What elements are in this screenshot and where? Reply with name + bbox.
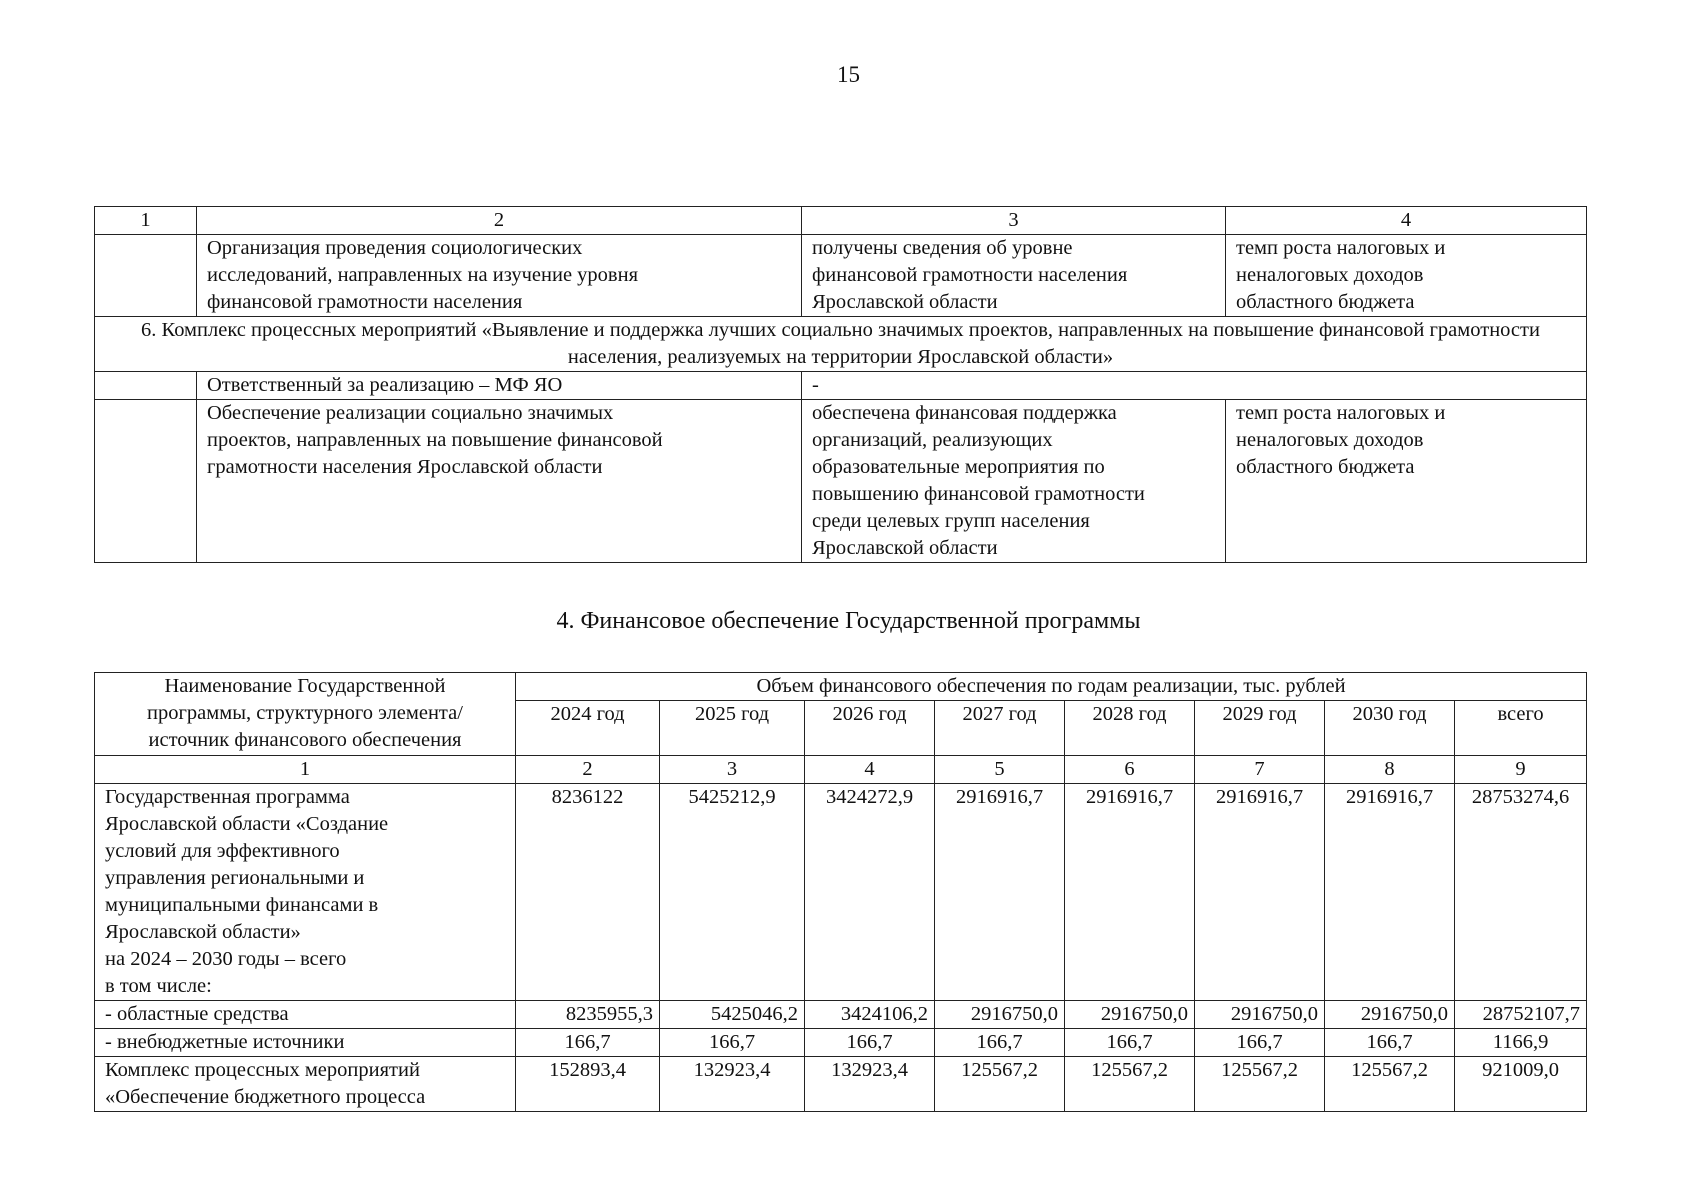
responsible-row (95, 372, 1587, 400)
volume-header: Объем финансового обеспечения по годам реализации, тыс. рублей (516, 673, 1587, 701)
indicator-cell: темп роста налоговых и неналоговых доходов областного бюджета (1226, 400, 1587, 563)
year-header: 2029 год (1195, 701, 1325, 756)
year-header: 2028 год (1065, 701, 1195, 756)
value-cell: 166,7 (1195, 1029, 1325, 1057)
table-row (95, 1057, 1587, 1112)
column-number: 7 (1195, 756, 1325, 784)
value-cell: 3424272,9 (805, 784, 935, 1001)
activity-cell: Организация проведения социологических исследований, направленных на изучение уровня финансовой грамотности населения (197, 235, 802, 317)
page-number: 15 (837, 62, 860, 87)
row-name: - внебюджетные источники (95, 1029, 516, 1057)
value-cell: 2916750,0 (935, 1001, 1065, 1029)
value-cell: 5425212,9 (660, 784, 805, 1001)
value-cell: 2916750,0 (1325, 1001, 1455, 1029)
row-number-cell (95, 235, 197, 317)
column-number: 5 (935, 756, 1065, 784)
column-number: 6 (1065, 756, 1195, 784)
table-row (95, 400, 1587, 563)
col-header-1: 1 (95, 207, 197, 235)
activities-table (94, 206, 1587, 563)
activity-cell: Обеспечение реализации социально значимых проектов, направленных на повышение финансовой грамотности населения Ярославской области (197, 400, 802, 563)
responsible-label: Ответственный за реализацию – МФ ЯО (197, 372, 802, 400)
value-cell: 5425046,2 (660, 1001, 805, 1029)
value-cell: 166,7 (935, 1029, 1065, 1057)
value-cell: 166,7 (1325, 1029, 1455, 1057)
row-number-cell (95, 372, 197, 400)
value-cell: 3424106,2 (805, 1001, 935, 1029)
col-header-3: 3 (802, 207, 1226, 235)
col-header-4: 4 (1226, 207, 1587, 235)
row-name: - областные средства (95, 1001, 516, 1029)
result-cell: обеспечена финансовая поддержка организаций, реализующих образовательные мероприятия по повышению финансовой грамотности среди целевых групп населения Ярославской области (802, 400, 1226, 563)
year-header: 2025 год (660, 701, 805, 756)
total-cell: 1166,9 (1455, 1029, 1587, 1057)
table-row (95, 784, 1587, 1001)
value-cell: 8236122 (516, 784, 660, 1001)
value-cell: 8235955,3 (516, 1001, 660, 1029)
value-cell: 166,7 (805, 1029, 935, 1057)
value-cell: 125567,2 (1065, 1057, 1195, 1112)
column-number: 9 (1455, 756, 1587, 784)
value-cell: 132923,4 (805, 1057, 935, 1112)
total-cell: 921009,0 (1455, 1057, 1587, 1112)
row-name: Комплекс процессных мероприятий «Обеспечение бюджетного процесса (95, 1057, 516, 1112)
column-numbers-row (95, 756, 1587, 784)
value-cell: 2916916,7 (1325, 784, 1455, 1001)
row-number-cell (95, 400, 197, 563)
value-cell: 166,7 (516, 1029, 660, 1057)
name-header: Наименование Государственной программы, структурного элемента/ источник финансового обеспечения (95, 673, 516, 756)
year-header: 2027 год (935, 701, 1065, 756)
row-name: Государственная программа Ярославской области «Создание условий для эффективного управления региональными и муниципальными финансами в Ярославской области» на 2024 – 2030 годы – всего в том числе: (95, 784, 516, 1001)
header-row (95, 673, 1587, 701)
column-number: 3 (660, 756, 805, 784)
year-header: 2024 год (516, 701, 660, 756)
value-cell: 2916750,0 (1065, 1001, 1195, 1029)
value-cell: 2916916,7 (1195, 784, 1325, 1001)
value-cell: 2916750,0 (1195, 1001, 1325, 1029)
total-cell: 28752107,7 (1455, 1001, 1587, 1029)
value-cell: 2916916,7 (1065, 784, 1195, 1001)
value-cell: 2916916,7 (935, 784, 1065, 1001)
value-cell: 125567,2 (1325, 1057, 1455, 1112)
result-cell: получены сведения об уровне финансовой грамотности населения Ярославской области (802, 235, 1226, 317)
section-row (95, 317, 1587, 372)
column-number: 2 (516, 756, 660, 784)
value-cell: 152893,4 (516, 1057, 660, 1112)
table-row (95, 235, 1587, 317)
value-cell: 166,7 (1065, 1029, 1195, 1057)
column-number: 8 (1325, 756, 1455, 784)
value-cell: 125567,2 (1195, 1057, 1325, 1112)
total-header: всего (1455, 701, 1587, 756)
column-number: 4 (805, 756, 935, 784)
section-6-title: 6. Комплекс процессных мероприятий «Выявление и поддержка лучших социально значимых проектов, направленных на повышение финансовой грамотности населения, реализуемых на территории Ярославской области» (95, 317, 1587, 372)
table-row (95, 1029, 1587, 1057)
col-header-2: 2 (197, 207, 802, 235)
section-heading: 4. Финансовое обеспечение Государственной программы (556, 608, 1141, 634)
value-cell: 125567,2 (935, 1057, 1065, 1112)
table-row (95, 1001, 1587, 1029)
total-cell: 28753274,6 (1455, 784, 1587, 1001)
year-header: 2030 год (1325, 701, 1455, 756)
indicator-cell: темп роста налоговых и неналоговых доходов областного бюджета (1226, 235, 1587, 317)
table-header-row (95, 207, 1587, 235)
financing-table (94, 672, 1587, 1112)
year-header: 2026 год (805, 701, 935, 756)
value-cell: 132923,4 (660, 1057, 805, 1112)
column-number: 1 (95, 756, 516, 784)
responsible-value: - (802, 372, 1587, 400)
value-cell: 166,7 (660, 1029, 805, 1057)
